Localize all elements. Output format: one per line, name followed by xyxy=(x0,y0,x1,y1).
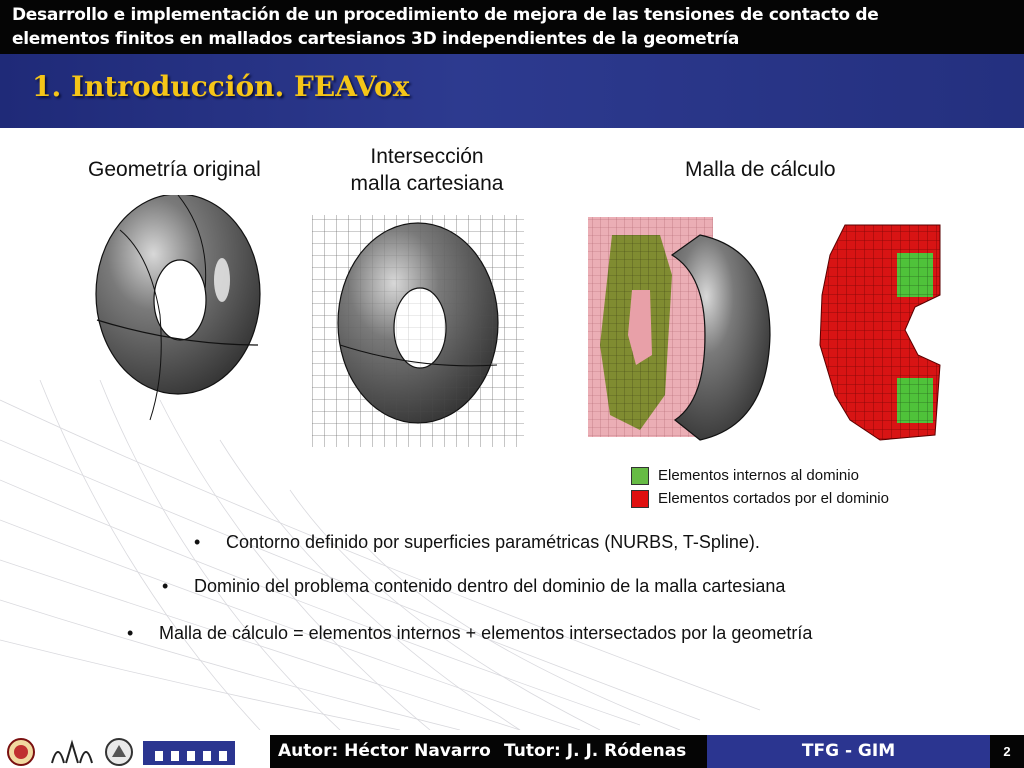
bullet-text: Malla de cálculo = elementos internos + elementos intersectados por la geometría xyxy=(159,623,813,643)
bullet-marker: • xyxy=(162,576,169,596)
label-computation-mesh: Malla de cálculo xyxy=(685,158,836,181)
label-intersection-line-2: malla cartesiana xyxy=(350,172,504,195)
figures-area xyxy=(0,195,1024,460)
legend-cut-label: Elementos cortados por el dominio xyxy=(658,490,889,507)
header-title-line-2: elementos finitos en mallados cartesianos 3D independientes de la geometría xyxy=(12,29,740,49)
document-header xyxy=(0,0,1024,54)
university-seal-icon xyxy=(6,737,36,767)
footer-logos xyxy=(0,735,270,768)
label-original-geometry: Geometría original xyxy=(88,158,261,181)
bullet-marker: • xyxy=(127,623,134,643)
legend-internal-label: Elementos internos al dominio xyxy=(658,467,859,484)
legend-swatch-green xyxy=(631,467,649,485)
footer-author: Autor: Héctor Navarro xyxy=(278,741,491,761)
footer-tutor: Tutor: J. J. Ródenas xyxy=(504,741,687,761)
page-number: 2 xyxy=(1003,744,1011,759)
voxel-cross-section xyxy=(820,225,940,440)
footer-program: TFG - GIM xyxy=(707,735,990,768)
torus-cartesian-intersection xyxy=(312,215,524,447)
slide-title: 1. Introducción. FEAVox xyxy=(32,70,410,103)
school-seal-icon xyxy=(104,737,134,767)
bullet-text: Dominio del problema contenido dentro del dominio de la malla cartesiana xyxy=(194,576,786,596)
bullet-marker: • xyxy=(194,532,201,552)
bullet-text: Contorno definido por superficies paramétricas (NURBS, T-Spline). xyxy=(226,532,760,552)
slide-footer xyxy=(0,735,1024,768)
computation-mesh-section xyxy=(588,217,770,440)
header-title-line-1: Desarrollo e implementación de un procedimiento de mejora de las tensiones de contacto de xyxy=(12,5,879,25)
torus-original-geometry xyxy=(96,195,260,420)
institute-logo-icon xyxy=(48,737,96,767)
slide-title-bar xyxy=(0,54,1024,128)
legend-swatch-red xyxy=(631,490,649,508)
department-logo-icon xyxy=(143,737,235,767)
label-intersection-line-1: Intersección xyxy=(370,145,484,168)
